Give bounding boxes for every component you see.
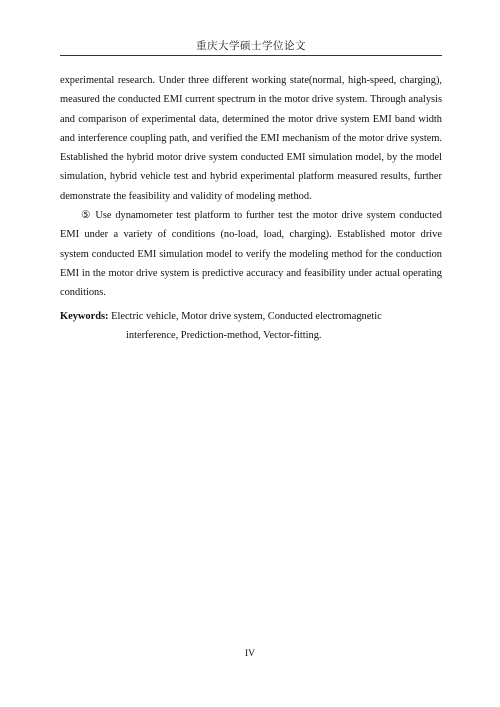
running-header: 重庆大学硕士学位论文 [196,40,306,52]
abstract-body [60,71,442,303]
paragraph-item-5: ⑤ Use dynamometer test platform to further test the motor drive system conducted EMI under a variety of conditions (no-load, load, charging). Established motor drive system conducted EMI simulation model to verify the modeling method for the conduction EMI in the motor drive system is predictive accuracy and feasibility under actual operating conditions. [60,210,442,299]
page-number: IV [244,649,256,659]
header-rule [60,55,442,56]
keywords-line-1: Electric vehicle, Motor drive system, Conducted electromagnetic [111,311,382,322]
keywords-line-2: interference, Prediction-method, Vector-fitting. [126,330,322,342]
keywords-label: Keywords: [60,311,109,322]
paragraph-continued: experimental research. Under three different working state(normal, high-speed, charging), measured the conducted EMI current spectrum in the motor drive system. Through analysis and comparison of experimental data, determined the motor drive system EMI band width and interference coupling path, and verified the EMI mechanism of the motor drive system. Established the hybrid motor drive system conducted EMI simulation model, by the model simulation, hybrid vehicle test and hybrid experimental platform measured results, further demonstrate the feasibility and validity of modeling method. [60,75,442,202]
keywords-block [60,307,442,346]
